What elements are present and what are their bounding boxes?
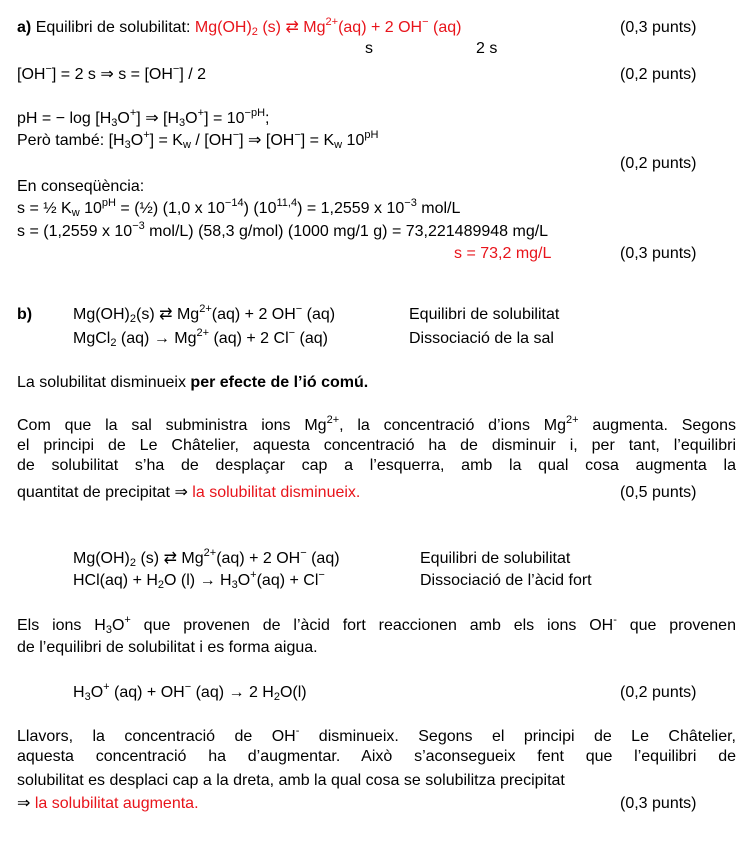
part-b-label: b) <box>17 306 33 323</box>
paragraph-line: de l’equilibri de solubilitat i es forma aigua. <box>17 639 318 656</box>
paragraph-last-line: quantitat de precipitat ⇒ la solubilitat disminueix. <box>17 484 361 501</box>
calc-line-1: s = ½ $K_w$ $10^{pH}$ = (½) (1,0 x $10^{-14}$) $(10^{11,4}) = 1,2559$ x $10^{-3}$ mol/L <box>17 197 461 219</box>
ph-definition-line: pH = − $\log [H_3O^+]$ ⇒ $[H_3O^+] = 10^{-pH}$; <box>17 107 270 129</box>
paragraph-last-line: ⇒ la solubilitat augmenta. <box>17 795 199 812</box>
reaction-3: $Mg(OH)_2$ (s) ⇄ $Mg^{2+}(aq) + 2$ OH− (aq) <box>73 547 340 569</box>
paragraph-line: de solubilitat s’ha de desplaçar cap a l’esquerra, amb la qual cosa augmenta la <box>17 457 736 474</box>
result-value: s = 73,2 mg/L <box>454 245 552 262</box>
paragraph-line: Llavors, la concentració de OH- disminueix. Segons el principi de Le Châtelier, <box>17 725 736 745</box>
conseq-heading: En conseqüència: <box>17 178 145 195</box>
kw-relation-line: Però també: $[H_3O^+] = K_w / [OH^-]$ ⇒ $[OH^-] = K_w$ $10^{pH}$ <box>17 129 379 151</box>
reaction-2-desc: Dissociació de la sal <box>409 330 554 347</box>
paragraph-line: Els ions $H_3O^+$ que provenen de l’àcid fort reaccionen amb els ions OH- que provenen <box>17 614 736 636</box>
reaction-5: $H_3O^+$ (aq) + OH− (aq) → 2 $H_2O(l)$ <box>73 681 307 703</box>
reaction-1: $Mg(OH)_2(s)$ ⇄ $Mg^{2+}(aq) + 2$ OH− (aq) <box>73 303 336 325</box>
reaction-4: $HCl(aq) + H_2O$ $(l) \to H_3O^+(aq) + Cl^-$ <box>73 569 325 591</box>
paragraph-line: Com que la sal subministra ions $Mg^{2+}$, la concentració d’ions $Mg^{2+}$ augmenta. Segons <box>17 414 737 434</box>
points-label: (0,3 punts) <box>620 245 697 262</box>
paragraph-line: aquesta concentració ha d’augmentar. Això s’aconsegueix fent que l’equilibri de <box>17 748 736 765</box>
paragraph-line: el principi de Le Châtelier, aquesta concentració ha de disminuir i, per tant, l’equilibri <box>17 437 736 454</box>
part-a-title: Equilibri de solubilitat: <box>35 19 191 36</box>
paragraph-strong-acid <box>17 616 736 636</box>
s-label: s <box>365 40 373 57</box>
reaction-4-desc: Dissociació de l’àcid fort <box>420 572 592 589</box>
paragraph-common-ion <box>17 416 736 476</box>
oh-relation-line: [OH−] = 2 s ⇒ s = [OH−] / 2 <box>17 63 207 83</box>
paragraph-le-chatelier <box>17 727 736 767</box>
paragraph-line: solubilitat es desplaci cap a la dreta, amb la qual cosa se solubilitza precipitat <box>17 772 565 789</box>
common-ion-statement: La solubilitat disminueix per efecte de l’ió comú. <box>17 374 369 391</box>
reaction-2: MgCl$_2$ $(aq) \to Mg^{2+}$ (aq) + 2 Cl− (aq) <box>73 327 328 349</box>
points-label: (0,3 punts) <box>620 795 697 812</box>
points-label: (0,5 punts) <box>620 484 697 501</box>
part-a-heading <box>17 18 461 38</box>
reaction-1-desc: Equilibri de solubilitat <box>409 306 560 323</box>
points-label: (0,2 punts) <box>620 66 697 83</box>
points-label: (0,2 punts) <box>620 684 697 701</box>
calc-line-2: s = (1,2559 x $10^{-3}$ mol/L) (58,3 g/mol) (1000 mg/1 g) = 73,221489948 mg/L <box>17 220 549 240</box>
reaction-3-desc: Equilibri de solubilitat <box>420 550 571 567</box>
points-label: (0,3 punts) <box>620 19 697 36</box>
part-a-label: a) <box>17 19 32 36</box>
points-label: (0,2 punts) <box>620 155 697 172</box>
two-s-label: 2 s <box>476 40 498 57</box>
solubility-equation: $Mg(OH)_2$ (s) ⇄ $Mg^{2+}(aq) + 2$ OH− (aq) <box>194 16 462 38</box>
